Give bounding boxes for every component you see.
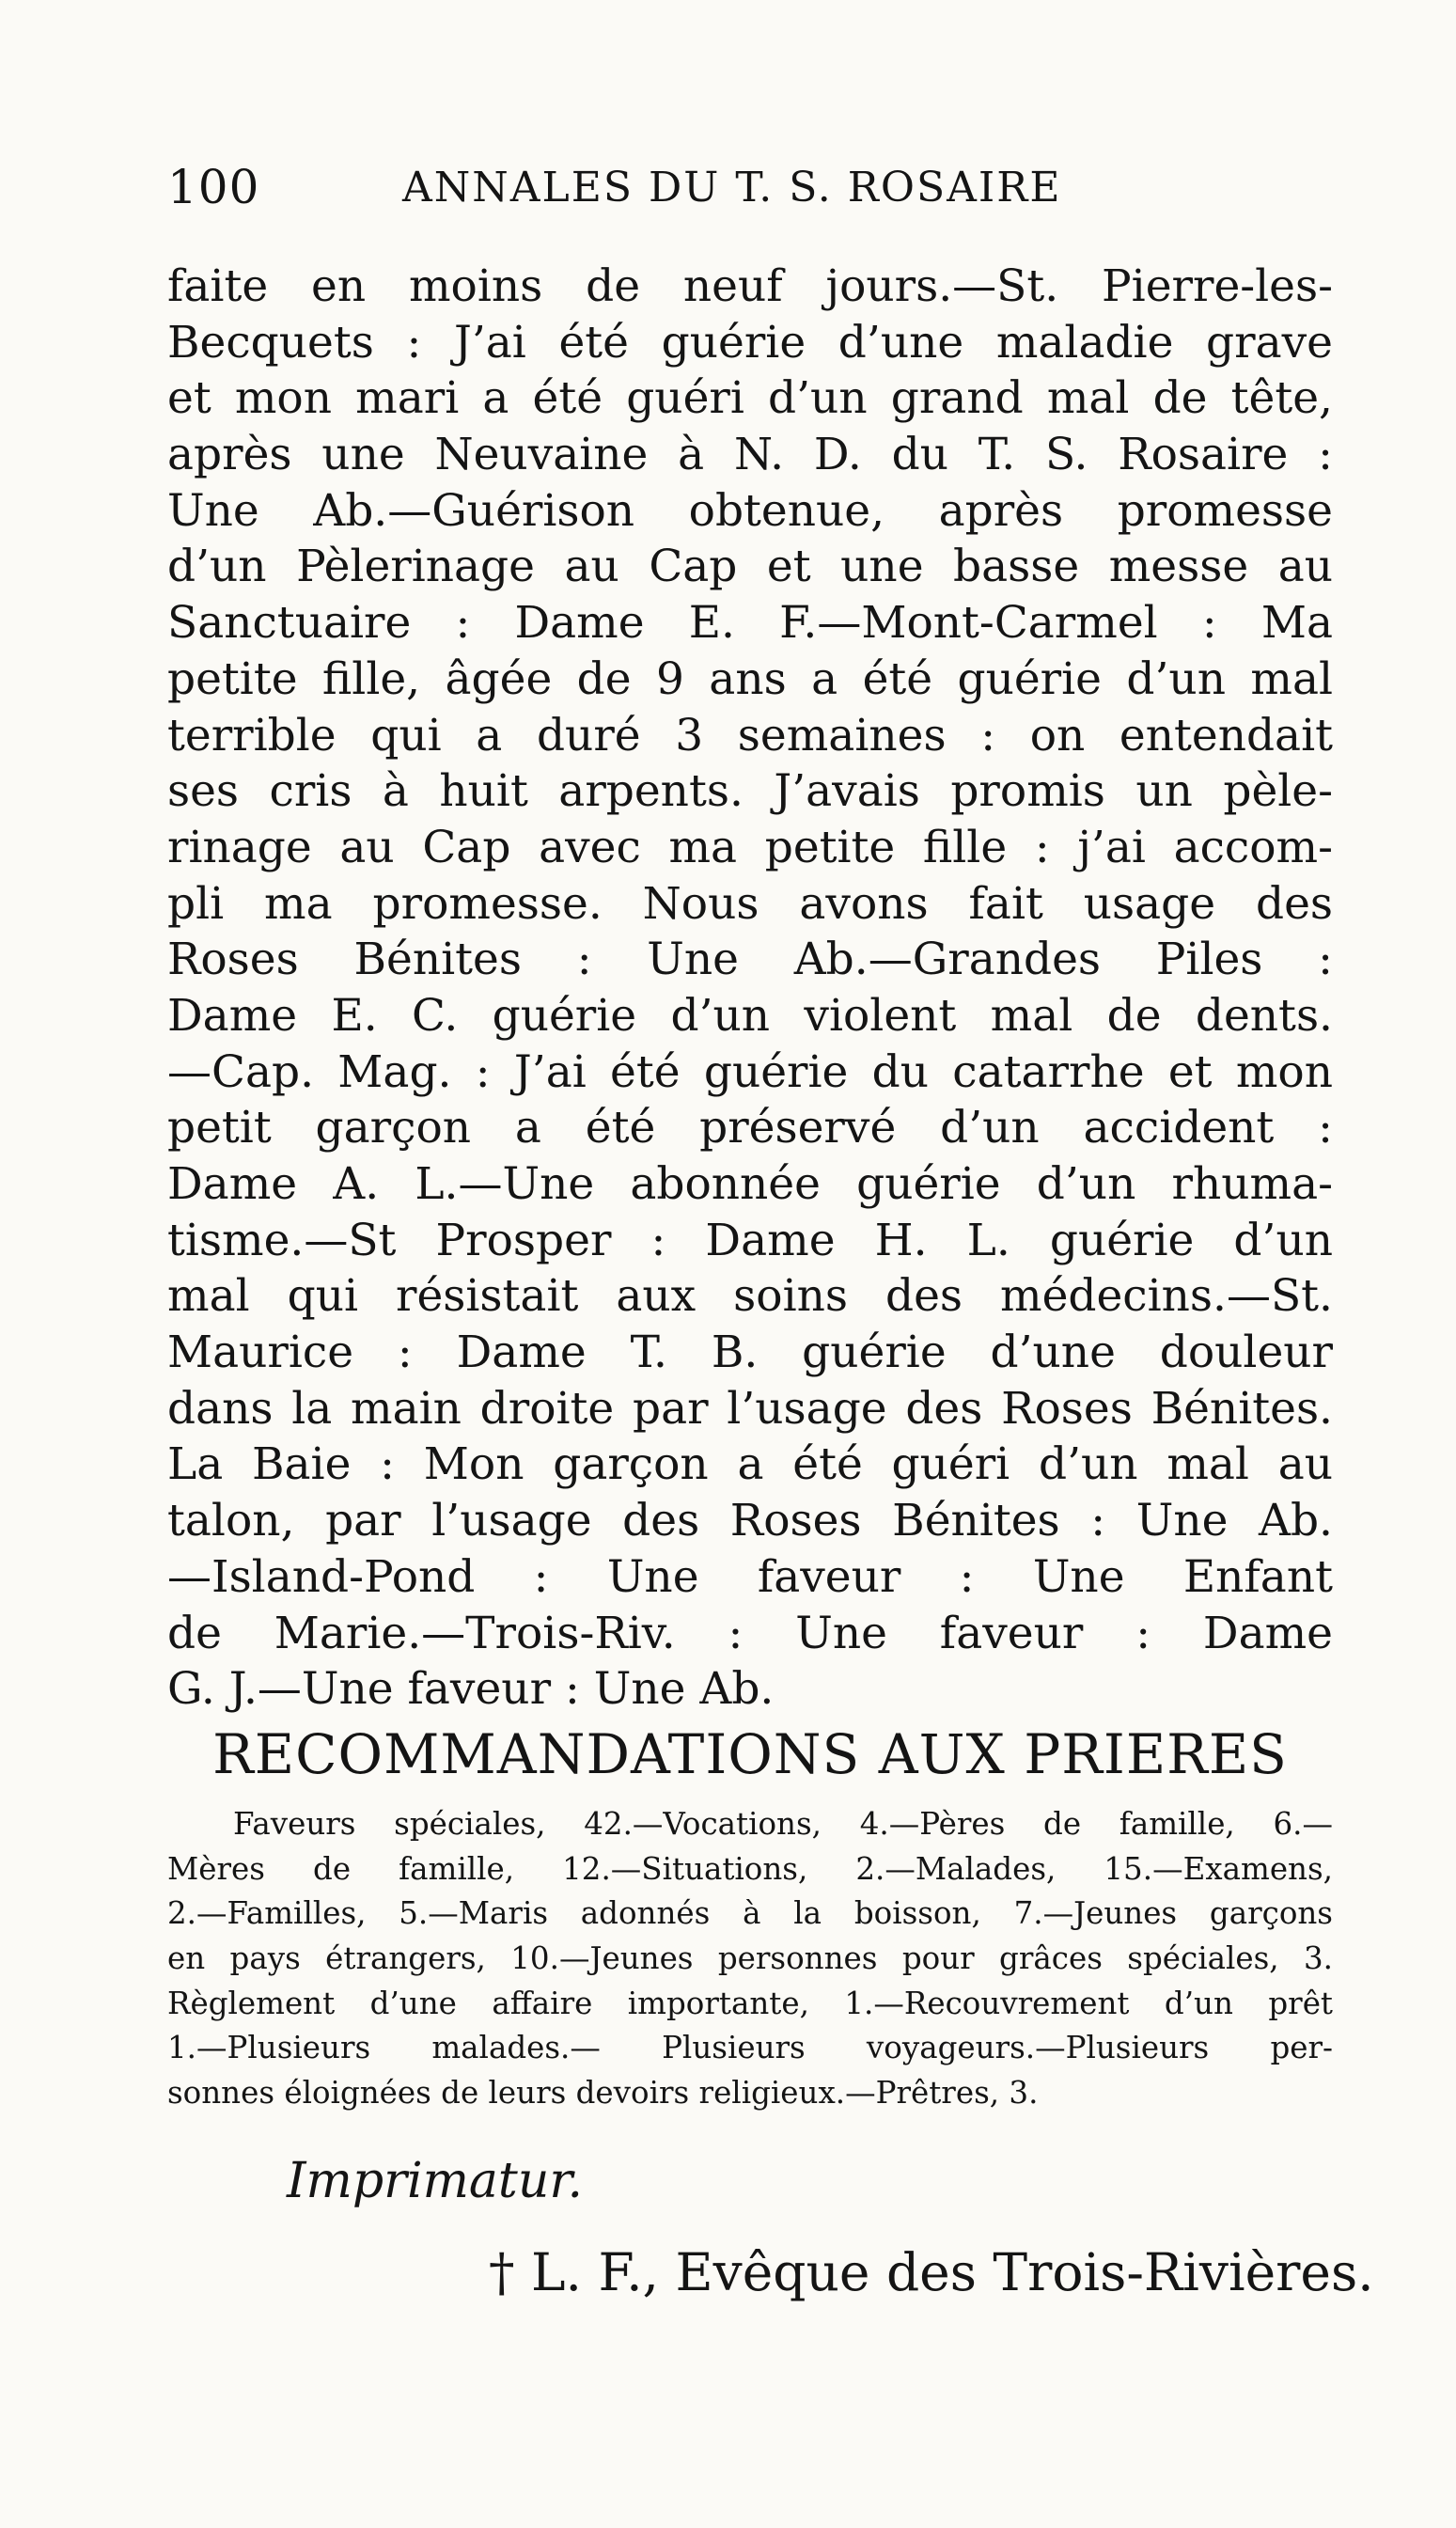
- page-header: [167, 160, 1333, 226]
- text-line: Maurice : Dame T. B. guérie d’une douleur: [167, 1327, 1333, 1379]
- recommandations-paragraph: [167, 1802, 1333, 2116]
- text-line: Une Ab.—Guérison obtenue, après promesse: [167, 484, 1333, 537]
- text-line: 2.—Familles, 5.—Maris adonnés à la boisson, 7.—Jeunes garçons: [167, 1895, 1333, 1932]
- text-line: pli ma promesse. Nous avons fait usage des: [167, 877, 1333, 930]
- text-line: La Baie : Mon garçon a été guéri d’un mal au: [167, 1438, 1333, 1491]
- text-line: d’un Pèlerinage au Cap et une basse messe au: [167, 541, 1333, 593]
- text-line: rinage au Cap avec ma petite fille : j’ai accom-: [167, 821, 1333, 873]
- text-line: Sanctuaire : Dame E. F.—Mont-Carmel : Ma: [167, 597, 1333, 650]
- section-heading: RECOMMANDATIONS AUX PRIERES: [212, 1722, 1288, 1786]
- text-line: dans la main droite par l’usage des Roses Bénites.: [167, 1382, 1333, 1435]
- text-line: Dame A. L.—Une abonnée guérie d’un rhuma-: [167, 1158, 1333, 1210]
- text-line: G. J.—Une faveur : Une Ab.: [167, 1663, 775, 1716]
- text-line: tisme.—St Prosper : Dame H. L. guérie d’un: [167, 1214, 1333, 1266]
- text-line: sonnes éloignées de leurs devoirs religieux.—Prêtres, 3.: [167, 2075, 1039, 2112]
- text-line: et mon mari a été guéri d’un grand mal de tête,: [167, 372, 1333, 425]
- text-line: Becquets : J’ai été guérie d’une maladie grave: [167, 316, 1333, 369]
- text-line: faite en moins de neuf jours.—St. Pierre-les-: [167, 260, 1333, 312]
- text-line: Faveurs spéciales, 42.—Vocations, 4.—Pères de famille, 6.—: [233, 1806, 1333, 1842]
- text-line: petite fille, âgée de 9 ans a été guérie d’un mal: [167, 652, 1333, 705]
- text-line: 1.—Plusieurs malades.— Plusieurs voyageurs.—Plusieurs per-: [167, 2030, 1333, 2066]
- text-line: en pays étrangers, 10.—Jeunes personnes pour grâces spéciales, 3.: [167, 1940, 1333, 1977]
- bishop-signature-line: † L. F., Evêque des Trois-Rivières.: [489, 2242, 1374, 2302]
- text-line: ses cris à huit arpents. J’avais promis un pèle-: [167, 765, 1333, 818]
- imprimatur-label: Imprimatur.: [287, 2153, 583, 2209]
- testimonials-paragraph: [167, 259, 1333, 1718]
- running-title: ANNALES DU T. S. ROSAIRE: [402, 164, 1062, 212]
- text-line: de Marie.—Trois-Riv. : Une faveur : Dame: [167, 1607, 1333, 1659]
- text-line: Roses Bénites : Une Ab.—Grandes Piles :: [167, 934, 1333, 986]
- text-line: talon, par l’usage des Roses Bénites : Une Ab.: [167, 1495, 1333, 1547]
- text-line: terrible qui a duré 3 semaines : on entendait: [167, 709, 1333, 762]
- text-line: —Island-Pond : Une faveur : Une Enfant: [167, 1550, 1333, 1603]
- text-line: petit garçon a été préservé d’un accident :: [167, 1102, 1333, 1154]
- text-line: Règlement d’une affaire importante, 1.—Recouvrement d’un prêt: [167, 1985, 1333, 2021]
- text-line: Mères de famille, 12.—Situations, 2.—Malades, 15.—Examens,: [167, 1850, 1333, 1887]
- text-line: mal qui résistait aux soins des médecins.—St.: [167, 1270, 1333, 1323]
- text-line: Dame E. C. guérie d’un violent mal de dents.: [167, 989, 1333, 1042]
- text-line: après une Neuvaine à N. D. du T. S. Rosaire :: [167, 429, 1333, 481]
- page-number: 100: [167, 160, 260, 214]
- text-line: —Cap. Mag. : J’ai été guérie du catarrhe et mon: [167, 1045, 1333, 1098]
